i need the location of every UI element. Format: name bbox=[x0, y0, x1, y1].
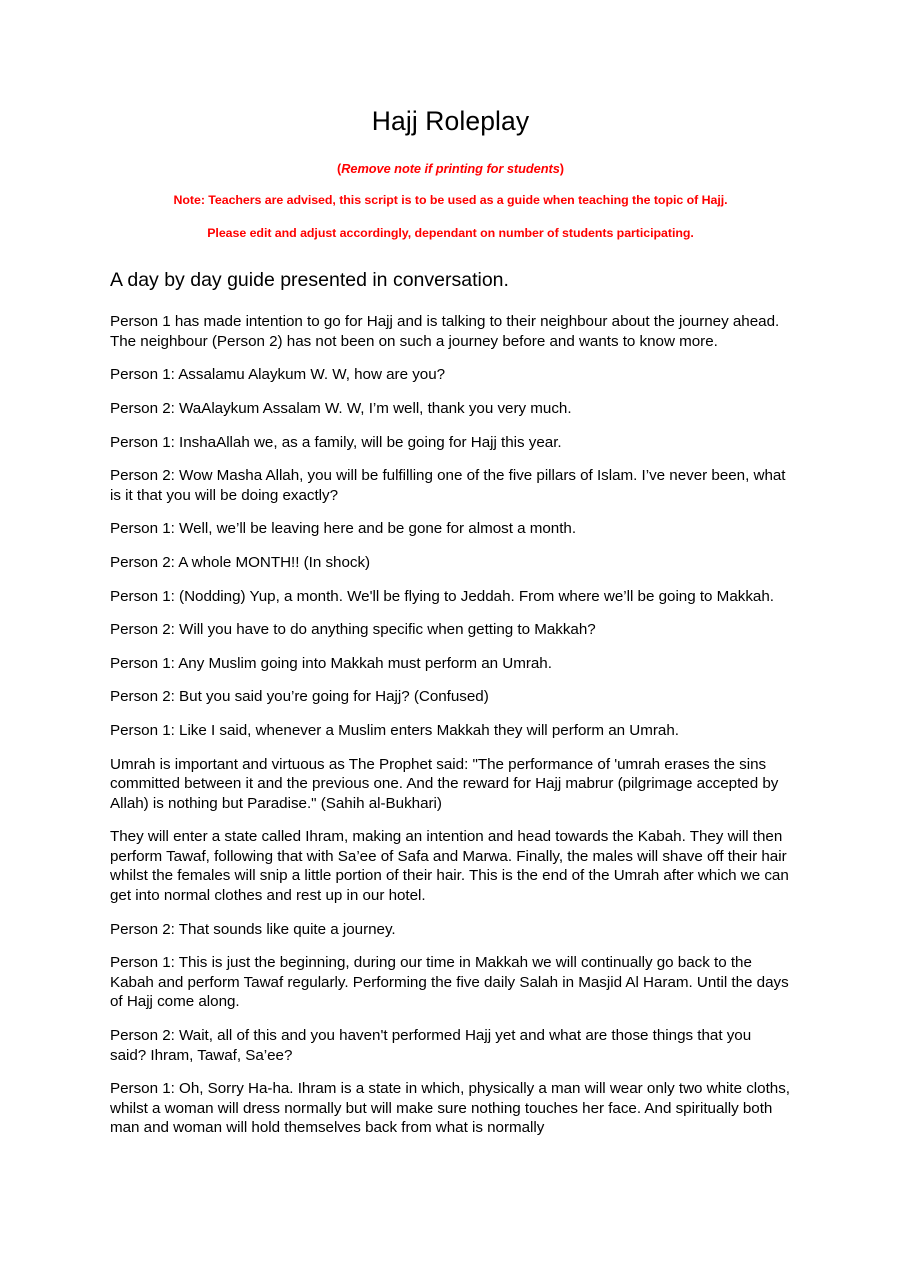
teacher-note: Note: Teachers are advised, this script is to be used as a guide when teaching the topic of Hajj. bbox=[173, 193, 728, 208]
paragraph-intro: Person 1 has made intention to go for Hajj and is talking to their neighbour about the journey ahead. The neighbour (Person 2) has not been on such a journey before and wants to know more. bbox=[110, 313, 780, 350]
paragraph-dialogue: Person 2: Wow Masha Allah, you will be fulfilling one of the five pillars of Islam. I’ve never been, what is it that you will be doing exactly? bbox=[110, 467, 786, 504]
paragraph-dialogue: Person 1: Assalamu Alaykum W. W, how are you? bbox=[110, 366, 446, 384]
paragraph-hadith-quote: Umrah is important and virtuous as The Prophet said: "The performance of 'umrah erases the sins committed between it and the previous one. And the reward for Hajj mabrur (pilgrimage accepted by Allah) is nothing but Paradise." (Sahih al-Bukhari) bbox=[110, 755, 779, 812]
paragraph-dialogue: Person 2: That sounds like quite a journey. bbox=[110, 920, 396, 938]
section-subheading: A day by day guide presented in conversation. bbox=[110, 268, 509, 291]
edit-note: Please edit and adjust accordingly, dependant on number of students participating. bbox=[207, 226, 694, 241]
paragraph-dialogue: Person 1: This is just the beginning, during our time in Makkah we will continually go back to the Kabah and perform Tawaf regularly. Performing the five daily Salah in Masjid Al Haram. Until the days of Hajj come along. bbox=[110, 954, 789, 1011]
paragraph-narrative: They will enter a state called Ihram, making an intention and head towards the Kabah. They will then perform Tawaf, following that with Sa’ee of Safa and Marwa. Finally, the males will shave off their hair whilst the females will snip a little portion of their hair. This is the end of the Umrah after which we can get into normal clothes and rest up in our hotel. bbox=[110, 828, 789, 905]
paragraph-dialogue: Person 1: InshaAllah we, as a family, will be going for Hajj this year. bbox=[110, 433, 562, 451]
remove-note-line bbox=[110, 160, 791, 177]
paragraph-dialogue: Person 1: Like I said, whenever a Muslim enters Makkah they will perform an Umrah. bbox=[110, 721, 679, 739]
paragraph-dialogue: Person 2: WaAlaykum Assalam W. W, I’m well, thank you very much. bbox=[110, 399, 572, 417]
paragraph-dialogue: Person 2: Will you have to do anything specific when getting to Makkah? bbox=[110, 621, 596, 639]
paragraph-dialogue: Person 1: Well, we’ll be leaving here and be gone for almost a month. bbox=[110, 520, 577, 538]
remove-note-text: Remove note if printing for students bbox=[341, 161, 560, 177]
paragraph-dialogue: Person 2: Wait, all of this and you haven't performed Hajj yet and what are those things that you said? Ihram, Tawaf, Sa’ee? bbox=[110, 1027, 752, 1064]
document-content bbox=[110, 0, 791, 1138]
paragraph-dialogue: Person 1: (Nodding) Yup, a month. We'll be flying to Jeddah. From where we’ll be going to Makkah. bbox=[110, 587, 774, 605]
remove-note-close-paren: ) bbox=[559, 161, 565, 177]
paragraph-dialogue: Person 2: A whole MONTH!! (In shock) bbox=[110, 553, 371, 571]
paragraph-dialogue: Person 1: Oh, Sorry Ha-ha. Ihram is a state in which, physically a man will wear only two white cloths, whilst a woman will dress normally but will make sure nothing touches her face. And spiritually both man and woman will hold themselves back from what is normally bbox=[110, 1080, 790, 1137]
page-title: Hajj Roleplay bbox=[371, 106, 530, 136]
remove-note-open-paren: ( bbox=[336, 161, 342, 177]
paragraph-dialogue: Person 1: Any Muslim going into Makkah must perform an Umrah. bbox=[110, 654, 552, 672]
paragraph-dialogue: Person 2: But you said you’re going for Hajj? (Confused) bbox=[110, 688, 489, 706]
